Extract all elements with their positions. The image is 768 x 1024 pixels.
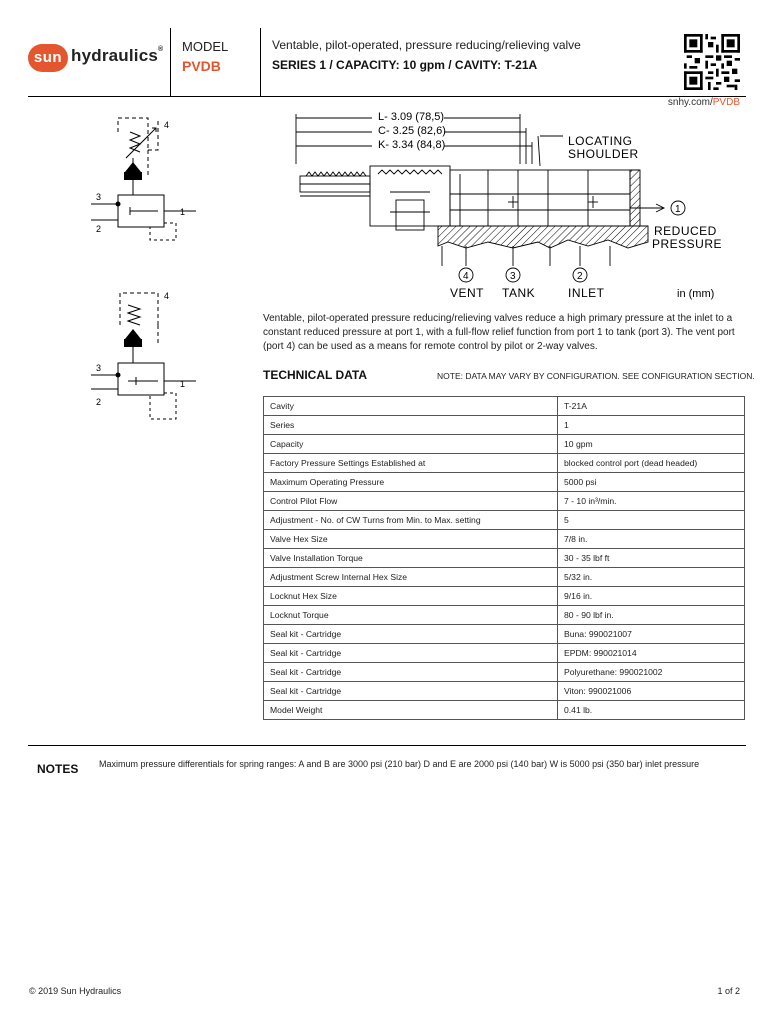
dim-k-label: K- 3.34 (84,8) (378, 139, 446, 151)
cross-port1-number: 1 (675, 204, 681, 215)
spec-label: Valve Installation Torque (264, 549, 558, 568)
table-row (264, 568, 745, 587)
symbol-top-port1-label: 1 (180, 207, 186, 217)
spec-value: Polyurethane: 990021002 (558, 663, 745, 682)
tank-label: TANK (502, 286, 536, 300)
header-divider-1 (170, 28, 171, 96)
table-row (264, 530, 745, 549)
spec-label: Adjustment - No. of CW Turns from Min. to Max. setting (264, 511, 558, 530)
symbol-top-port2-label: 2 (96, 224, 102, 234)
spec-value: Buna: 990021007 (558, 625, 745, 644)
table-row (264, 549, 745, 568)
spec-value: 9/16 in. (558, 587, 745, 606)
spec-value: 10 gpm (558, 435, 745, 454)
notes-top-rule (28, 745, 746, 746)
table-row (264, 644, 745, 663)
table-row (264, 492, 745, 511)
table-row (264, 682, 745, 701)
spec-value: 5 (558, 511, 745, 530)
spec-value: 30 - 35 lbf ft (558, 549, 745, 568)
qr-code-icon[interactable] (684, 34, 740, 90)
product-description: Ventable, pilot-operated, pressure reducing/relieving valve (272, 38, 581, 52)
spec-label: Seal kit - Cartridge (264, 625, 558, 644)
table-row (264, 625, 745, 644)
cross-port4-number: 4 (463, 271, 469, 282)
product-intro-paragraph: Ventable, pilot-operated pressure reducing/relieving valves reduce a high primary pressure at the inlet to a constant reduced pressure at port 1, with a full-flow relief function from port 1 to tank (port 3). The vent port (port 4) can be used as a means for remote control by pilot or 2-way valves. (263, 313, 735, 352)
spec-value: EPDM: 990021014 (558, 644, 745, 663)
symbol-bottom-port2-label: 2 (96, 397, 102, 407)
table-row (264, 416, 745, 435)
brand-logo-badge: sun (28, 44, 68, 72)
vent-label: VENT (450, 286, 485, 300)
footer-page-number: 1 of 2 (717, 986, 740, 996)
locating-label-1: LOCATING (568, 134, 633, 148)
notes-label: NOTES (37, 762, 79, 776)
spec-value: 5/32 in. (558, 568, 745, 587)
url-model: PVDB (712, 97, 740, 108)
spec-label: Adjustment Screw Internal Hex Size (264, 568, 558, 587)
symbol-bottom-port4-label: 4 (164, 291, 170, 301)
cross-port2-number: 2 (577, 271, 583, 282)
spec-value: T-21A (558, 397, 745, 416)
spec-label: Seal kit - Cartridge (264, 682, 558, 701)
notes-text: Maximum pressure differentials for spring ranges: A and B are 3000 psi (210 bar) D and E are 2000 psi (140 bar) W is 5000 psi (350 bar) inlet pressure (99, 759, 700, 769)
url-prefix: snhy.com/ (667, 97, 713, 108)
table-row (264, 587, 745, 606)
cross-port3-number: 3 (510, 271, 516, 282)
brand-logo-wordmark (71, 46, 163, 66)
footer-copyright: © 2019 Sun Hydraulics (29, 986, 122, 996)
spec-label: Valve Hex Size (264, 530, 558, 549)
spec-value: 7/8 in. (558, 530, 745, 549)
header-bottom-rule (28, 96, 746, 97)
reduced-label-2: PRESSURE (652, 237, 723, 251)
spec-label: Series (264, 416, 558, 435)
spec-label: Model Weight (264, 701, 558, 720)
symbol-bottom-port1-label: 1 (180, 379, 186, 389)
spec-label: Factory Pressure Settings Established at (264, 454, 558, 473)
spec-label: Capacity (264, 435, 558, 454)
spec-value: 1 (558, 416, 745, 435)
spec-value: 80 - 90 lbf in. (558, 606, 745, 625)
cartridge-cross-section (288, 104, 748, 304)
model-code: PVDB (182, 58, 221, 74)
inlet-label: INLET (568, 286, 605, 300)
table-row (264, 701, 745, 720)
symbol-top-port4-label: 4 (164, 120, 170, 130)
spec-value: 0.41 lb. (558, 701, 745, 720)
technical-data-title: TECHNICAL DATA (263, 368, 367, 382)
spec-label: Seal kit - Cartridge (264, 663, 558, 682)
table-row (264, 606, 745, 625)
hydraulic-symbol-top (88, 110, 198, 255)
spec-value: 5000 psi (558, 473, 745, 492)
spec-label: Control Pilot Flow (264, 492, 558, 511)
table-row (264, 454, 745, 473)
spec-value: 7 - 10 in³/min. (558, 492, 745, 511)
table-row (264, 663, 745, 682)
spec-label: Cavity (264, 397, 558, 416)
model-label: MODEL (182, 39, 229, 54)
symbol-top-port3-label: 3 (96, 192, 102, 202)
spec-label: Maximum Operating Pressure (264, 473, 558, 492)
table-row (264, 397, 745, 416)
spec-label: Seal kit - Cartridge (264, 644, 558, 663)
table-row (264, 473, 745, 492)
series-capacity-cavity: SERIES 1 / CAPACITY: 10 gpm / CAVITY: T-21A (272, 58, 538, 72)
brand-word: hydraulics (71, 46, 159, 65)
technical-data-table (263, 396, 745, 720)
units-label: in (mm) (677, 288, 715, 300)
hydraulic-symbol-bottom (88, 285, 198, 425)
dim-c-label: C- 3.25 (82,6) (378, 125, 446, 137)
locating-label-2: SHOULDER (568, 147, 639, 161)
header-divider-2 (260, 28, 261, 96)
reduced-label-1: REDUCED (654, 224, 717, 238)
brand-registered-mark: ® (158, 46, 164, 53)
spec-value: Viton: 990021006 (558, 682, 745, 701)
table-row (264, 511, 745, 530)
spec-value: blocked control port (dead headed) (558, 454, 745, 473)
dim-l-label: L- 3.09 (78,5) (378, 111, 445, 123)
table-row (264, 435, 745, 454)
spec-label: Locknut Torque (264, 606, 558, 625)
symbol-bottom-port3-label: 3 (96, 363, 102, 373)
spec-label: Locknut Hex Size (264, 587, 558, 606)
technical-data-note: NOTE: DATA MAY VARY BY CONFIGURATION. SEE CONFIGURATION SECTION. (437, 371, 755, 381)
